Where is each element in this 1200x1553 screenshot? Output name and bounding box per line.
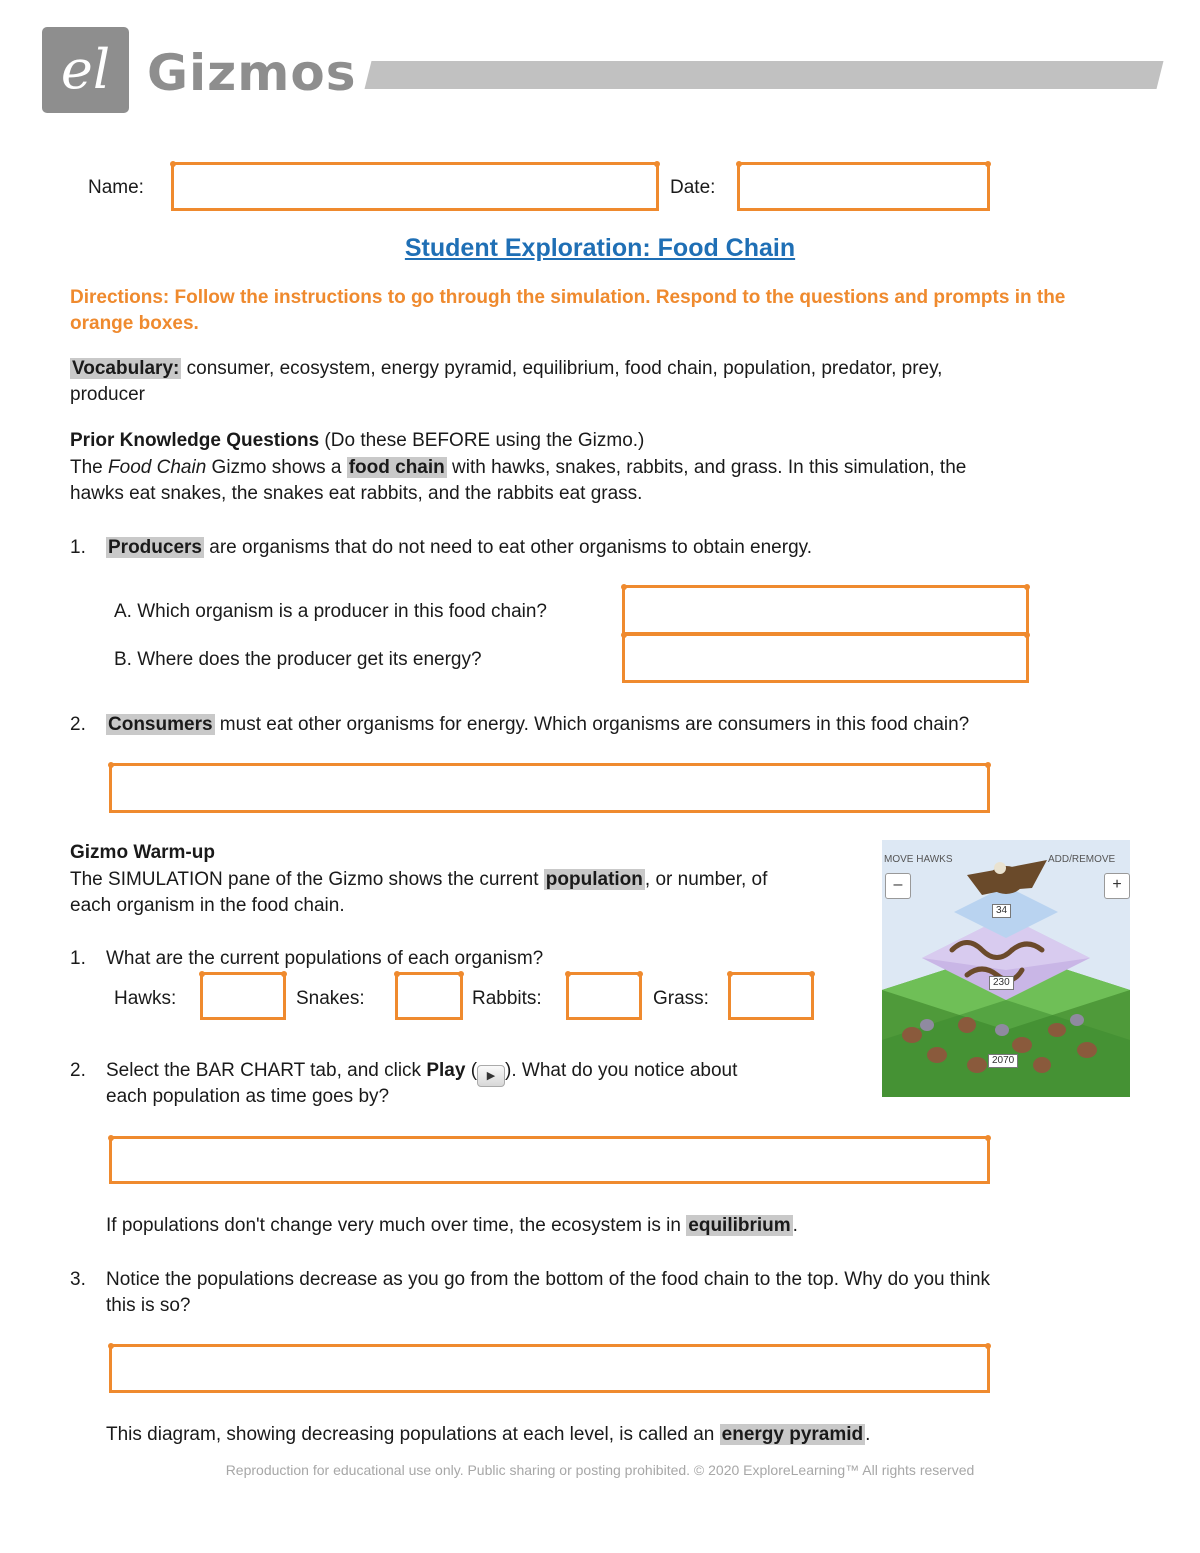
directions-text: Directions: Follow the instructions to go through the simulation. Respond to the questions and prompts in the orange boxes. xyxy=(70,287,1066,334)
snakes-population-box[interactable] xyxy=(395,972,463,1020)
warmup-intro-line1 xyxy=(70,867,767,893)
pyramid-note xyxy=(106,1422,870,1448)
play-icon: ▶ xyxy=(477,1065,505,1087)
prior-intro-line2: hawks eat snakes, the snakes eat rabbits, and the rabbits eat grass. xyxy=(70,483,643,504)
pyramid-pre: This diagram, showing decreasing populations at each level, is called an xyxy=(106,1424,720,1445)
wu-q3-number: 3. xyxy=(70,1269,86,1290)
term-energy-pyramid: energy pyramid xyxy=(721,1424,864,1445)
pk-q2-body: must eat other organisms for energy. Which organisms are consumers in this food chain? xyxy=(214,714,970,735)
pk-q2-answer-box[interactable] xyxy=(109,763,990,813)
pk-q1a-text: A. Which organism is a producer in this food chain? xyxy=(114,601,547,622)
pk-q1b-text: B. Where does the producer get its energy? xyxy=(114,649,482,670)
pk-q1-text xyxy=(106,535,812,561)
warmup-intro-post: , or number, of xyxy=(644,869,768,890)
date-label: Date: xyxy=(670,177,716,198)
header-bar xyxy=(365,61,1164,89)
hawks-population-box[interactable] xyxy=(200,972,286,1020)
wu-q2-number: 2. xyxy=(70,1060,86,1081)
prior-heading-bold: Prior Knowledge Questions xyxy=(70,430,320,451)
prior-intro-line1 xyxy=(70,455,966,481)
hawks-label: Hawks: xyxy=(114,988,177,1009)
warmup-heading: Gizmo Warm-up xyxy=(70,842,215,863)
wu-q1-text: What are the current populations of each organism? xyxy=(106,948,544,969)
grass-label: Grass: xyxy=(653,988,709,1009)
wu-q3-line1: Notice the populations decrease as you go from the bottom of the food chain to the top. Why do you think xyxy=(106,1269,991,1290)
pk-q2-text xyxy=(106,712,969,738)
add-remove-label: ADD/REMOVE xyxy=(1048,854,1116,865)
intro-post: with hawks, snakes, rabbits, and grass. In this simulation, the xyxy=(446,457,967,478)
wu-q1-number: 1. xyxy=(70,948,86,969)
vocabulary-terms: consumer, ecosystem, energy pyramid, equilibrium, food chain, population, predator, prey, xyxy=(181,358,943,379)
logo-icon: el xyxy=(60,38,111,101)
wu-q2-line2: each population as time goes by? xyxy=(106,1086,390,1107)
vocabulary-label: Vocabulary: xyxy=(72,358,180,379)
term-consumers: Consumers xyxy=(108,714,213,735)
copyright-footer: Reproduction for educational use only. Public sharing or posting prohibited. © 2020 ExploreLearning™ All rights reserved xyxy=(225,1462,975,1478)
intro-gizmo-name: Food Chain xyxy=(108,457,207,478)
gizmo-simulation-image xyxy=(882,840,1130,1097)
grass-population-box[interactable] xyxy=(728,972,814,1020)
wu-q2-post: ). What do you notice about xyxy=(505,1060,738,1081)
add-hawk-button: + xyxy=(1104,873,1130,899)
page-title: Student Exploration: Food Chain xyxy=(404,234,796,262)
equilibrium-pre: If populations don't change very much over time, the ecosystem is in xyxy=(106,1215,687,1236)
wu-q2-open: ( xyxy=(465,1060,478,1081)
date-field[interactable] xyxy=(737,162,990,211)
snakes-count-badge: 230 xyxy=(989,976,1014,990)
rabbits-count-badge: 2070 xyxy=(988,1054,1018,1068)
wu-q2-answer-box[interactable] xyxy=(109,1136,990,1184)
term-equilibrium: equilibrium xyxy=(688,1215,791,1236)
name-field[interactable] xyxy=(171,162,659,211)
pk-q1-number: 1. xyxy=(70,537,86,558)
move-hawks-label: MOVE HAWKS xyxy=(884,854,953,865)
rabbits-population-box[interactable] xyxy=(566,972,642,1020)
intro-pre: The xyxy=(70,457,109,478)
brand-name: Gizmos xyxy=(147,44,357,102)
vocabulary-terms-cont: producer xyxy=(70,384,145,405)
wu-q3-line2: this is so? xyxy=(106,1295,191,1316)
intro-mid: Gizmo shows a xyxy=(206,457,347,478)
term-food-chain: food chain xyxy=(348,457,445,478)
wu-q2-pre: Select the BAR CHART tab, and click xyxy=(106,1060,427,1081)
pyramid-post: . xyxy=(865,1424,871,1445)
warmup-intro-pre: The SIMULATION pane of the Gizmo shows the current xyxy=(70,869,544,890)
prior-heading-note: (Do these BEFORE using the Gizmo.) xyxy=(319,430,645,451)
remove-hawk-button: – xyxy=(885,873,911,899)
rabbits-label: Rabbits: xyxy=(472,988,542,1009)
equilibrium-note xyxy=(106,1213,798,1239)
term-population: population xyxy=(545,869,643,890)
name-label: Name: xyxy=(88,177,144,198)
play-word: Play xyxy=(426,1060,466,1081)
pk-q1b-answer-box[interactable] xyxy=(622,633,1029,683)
warmup-intro-line2: each organism in the food chain. xyxy=(70,895,345,916)
prior-knowledge-heading xyxy=(70,428,644,454)
pk-q1-body: are organisms that do not need to eat other organisms to obtain energy. xyxy=(203,537,813,558)
snakes-label: Snakes: xyxy=(296,988,365,1009)
pk-q2-number: 2. xyxy=(70,714,86,735)
equilibrium-post: . xyxy=(792,1215,798,1236)
hawks-count-badge: 34 xyxy=(992,904,1011,918)
term-producers: Producers xyxy=(108,537,202,558)
wu-q2-line1 xyxy=(106,1058,737,1087)
vocabulary-line xyxy=(70,356,942,382)
wu-q3-answer-box[interactable] xyxy=(109,1344,990,1393)
pk-q1a-answer-box[interactable] xyxy=(622,585,1029,635)
